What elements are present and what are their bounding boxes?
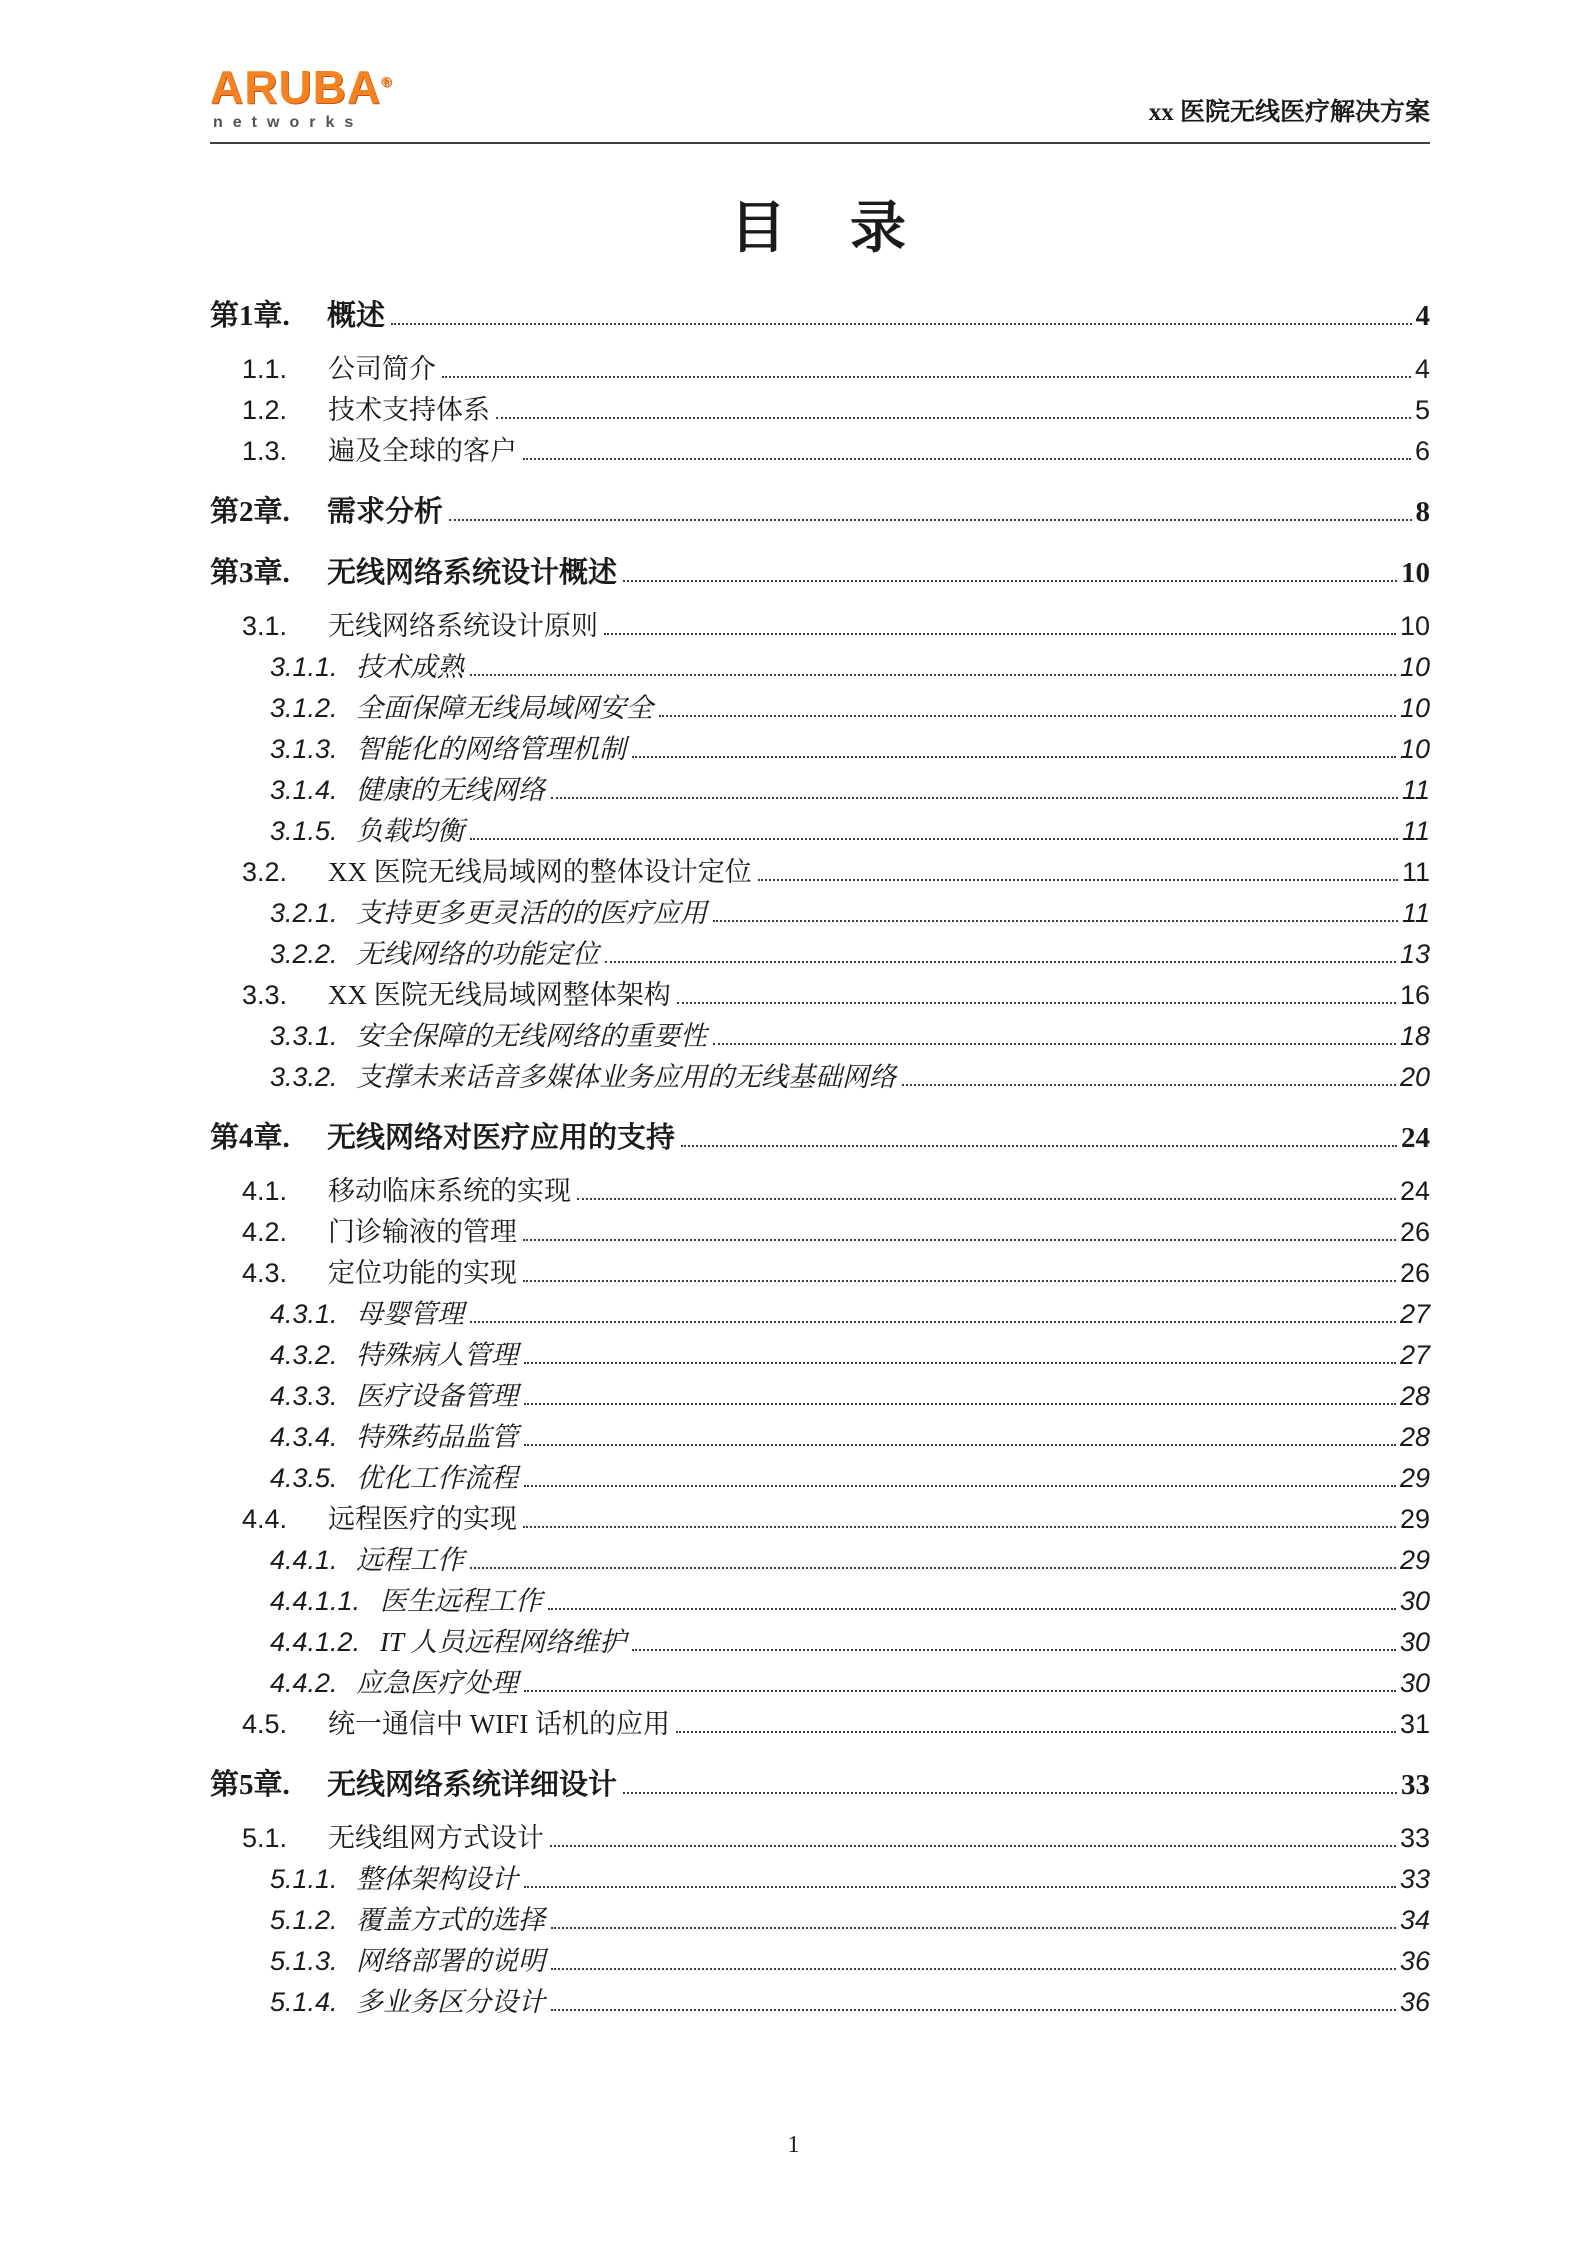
dot-leader: [470, 838, 1398, 840]
toc-entry-title: 无线网络的功能定位: [356, 939, 599, 969]
toc-entry[interactable]: [210, 934, 1430, 975]
dot-leader: [605, 961, 1396, 963]
dot-leader: [496, 417, 1411, 419]
header-doc-title: xx 医院无线医疗解决方案: [1148, 99, 1430, 126]
toc-entry-title: XX 医院无线局域网整体架构: [328, 980, 671, 1010]
toc-entry-page: 10: [1399, 734, 1430, 764]
toc-entry-number: 4.4.2.: [270, 1668, 338, 1698]
dot-leader: [523, 1526, 1396, 1528]
toc-entry-title: 特殊病人管理: [356, 1340, 518, 1370]
aruba-logo-wordmark: [210, 61, 393, 113]
dot-leader: [623, 1792, 1397, 1794]
toc-entry-title: 门诊输液的管理: [328, 1217, 517, 1247]
toc-entry-page: 29: [1399, 1545, 1430, 1575]
toc-entry[interactable]: [210, 1540, 1430, 1581]
dot-leader: [470, 1321, 1396, 1323]
toc-entry-title: 远程医疗的实现: [328, 1504, 517, 1534]
toc-entry-title: 母婴管理: [356, 1299, 464, 1329]
toc-entry-page: 28: [1399, 1422, 1430, 1452]
dot-leader: [677, 1002, 1396, 1004]
toc-entry[interactable]: [210, 811, 1430, 852]
toc-entry-title: 公司简介: [328, 354, 436, 384]
dot-leader: [523, 1280, 1396, 1282]
toc-entry[interactable]: [210, 349, 1430, 390]
toc-entry[interactable]: [210, 1171, 1430, 1212]
toc-entry-title: 全面保障无线局域网安全: [356, 693, 653, 723]
dot-leader: [758, 879, 1398, 881]
toc-entry[interactable]: [210, 1581, 1430, 1622]
toc-entry[interactable]: [210, 1118, 1430, 1159]
toc-entry-title: 无线网络系统详细设计: [327, 1769, 618, 1801]
toc-entry-title: 无线组网方式设计: [328, 1823, 544, 1853]
toc-entry-page: 6: [1414, 436, 1430, 466]
page-header: [210, 61, 1430, 144]
toc-entry-page: 33: [1399, 1823, 1430, 1853]
toc-entry-number: 第5章.: [210, 1769, 290, 1801]
dot-leader: [523, 1239, 1396, 1241]
toc-entry-number: 第3章.: [210, 557, 290, 589]
toc-entry-title: 支持更多更灵活的的医疗应用: [356, 898, 707, 928]
toc-entry[interactable]: [210, 296, 1430, 337]
dot-leader: [713, 1043, 1396, 1045]
toc-entry[interactable]: [210, 1622, 1430, 1663]
toc-entry[interactable]: [210, 1458, 1430, 1499]
registered-trademark-icon: ®: [381, 73, 393, 90]
dot-leader: [470, 674, 1396, 676]
toc-entry-page: 29: [1399, 1504, 1430, 1534]
toc-entry[interactable]: [210, 1765, 1430, 1806]
toc-entry[interactable]: [210, 1818, 1430, 1859]
toc-entry-number: 1.1.: [242, 354, 288, 384]
toc-entry-title: 无线网络系统设计概述: [327, 557, 618, 589]
toc-entry[interactable]: [210, 729, 1430, 770]
toc-entry[interactable]: [210, 606, 1430, 647]
toc-entry[interactable]: [210, 553, 1430, 594]
toc-entry-title: 支撑未来话音多媒体业务应用的无线基础网络: [356, 1062, 896, 1092]
dot-leader: [659, 715, 1396, 717]
toc-entry-number: 4.3.: [242, 1258, 288, 1288]
toc-entry-number: 4.4.: [242, 1504, 288, 1534]
toc-entry[interactable]: [210, 1859, 1430, 1900]
toc-entry[interactable]: [210, 688, 1430, 729]
toc-entry-number: 3.3.2.: [270, 1062, 338, 1092]
dot-leader: [524, 1362, 1396, 1364]
toc-entry-page: 10: [1401, 557, 1430, 589]
toc-entry-title: 无线网络系统设计原则: [328, 611, 598, 641]
toc-entry-page: 8: [1415, 496, 1430, 528]
toc-entry-title: 统一通信中 WIFI 话机的应用: [328, 1709, 670, 1739]
dot-leader: [632, 1649, 1396, 1651]
toc-entry-number: 3.1.2.: [270, 693, 338, 723]
toc-entry-number: 4.4.1.: [270, 1545, 338, 1575]
toc-entry-title: 远程工作: [356, 1545, 464, 1575]
toc-entry-number: 5.1.2.: [270, 1905, 338, 1935]
toc-entry[interactable]: [210, 1499, 1430, 1540]
dot-leader: [713, 920, 1398, 922]
toc-entry-number: 4.3.2.: [270, 1340, 338, 1370]
toc-entry-page: 30: [1399, 1627, 1430, 1657]
toc-entry-page: 24: [1401, 1122, 1430, 1154]
toc-entry-number: 5.1.3.: [270, 1946, 338, 1976]
toc-entry[interactable]: [210, 492, 1430, 533]
dot-leader: [524, 1444, 1396, 1446]
toc-entry-page: 10: [1399, 652, 1430, 682]
toc-entry-number: 4.3.1.: [270, 1299, 338, 1329]
toc-entry[interactable]: [210, 852, 1430, 893]
toc-list: [210, 296, 1430, 2023]
toc-entry-number: 4.3.5.: [270, 1463, 338, 1493]
toc-entry-page: 11: [1401, 775, 1430, 805]
toc-entry-number: 4.2.: [242, 1217, 288, 1247]
toc-entry-number: 3.2.1.: [270, 898, 338, 928]
footer-page-number: 1: [787, 2132, 800, 2158]
toc-entry-page: 34: [1399, 1905, 1430, 1935]
toc-entry-number: 3.1.5.: [270, 816, 338, 846]
dot-leader: [623, 580, 1397, 582]
toc-entry-number: 5.1.1.: [270, 1864, 338, 1894]
toc-entry[interactable]: [210, 1663, 1430, 1704]
dot-leader: [470, 1567, 1396, 1569]
toc-entry-page: 5: [1414, 395, 1430, 425]
toc-entry-title: XX 医院无线局域网的整体设计定位: [328, 857, 752, 887]
toc-entry-number: 3.1.1.: [270, 652, 338, 682]
toc-entry-title: 移动临床系统的实现: [328, 1176, 571, 1206]
toc-entry-number: 4.3.4.: [270, 1422, 338, 1452]
toc-entry-page: 30: [1399, 1668, 1430, 1698]
dot-leader: [551, 1968, 1396, 1970]
dot-leader: [902, 1084, 1396, 1086]
toc-entry-number: 第2章.: [210, 496, 290, 528]
toc-entry-page: 33: [1399, 1864, 1430, 1894]
toc-entry[interactable]: [210, 1016, 1430, 1057]
toc-entry-page: 26: [1399, 1217, 1430, 1247]
toc-entry-page: 4: [1414, 354, 1430, 384]
toc-entry-number: 4.4.1.1.: [270, 1586, 361, 1616]
toc-entry-number: 5.1.: [242, 1823, 288, 1853]
toc-entry-page: 13: [1399, 939, 1430, 969]
toc-entry-page: 16: [1399, 980, 1430, 1010]
toc-entry-title: 医疗设备管理: [356, 1381, 518, 1411]
toc-entry-page: 27: [1399, 1299, 1430, 1329]
toc-entry[interactable]: [210, 1212, 1430, 1253]
toc-entry-page: 11: [1401, 816, 1430, 846]
dot-leader: [551, 1927, 1396, 1929]
toc-entry[interactable]: [210, 1982, 1430, 2023]
toc-entry-page: 4: [1415, 300, 1430, 332]
toc-entry-number: 4.3.3.: [270, 1381, 338, 1411]
toc-entry-number: 4.5.: [242, 1709, 288, 1739]
toc-entry[interactable]: [210, 1294, 1430, 1335]
toc-entry-title: 安全保障的无线网络的重要性: [356, 1021, 707, 1051]
toc-entry-page: 28: [1399, 1381, 1430, 1411]
toc-entry-number: 3.1.: [242, 611, 288, 641]
dot-leader: [524, 1403, 1396, 1405]
toc-entry-number: 3.3.1.: [270, 1021, 338, 1051]
toc-entry-page: 11: [1401, 898, 1430, 928]
dot-leader: [449, 519, 1411, 521]
toc-entry-number: 4.4.1.2.: [270, 1627, 361, 1657]
toc-entry-title: 定位功能的实现: [328, 1258, 517, 1288]
dot-leader: [523, 458, 1411, 460]
toc-entry[interactable]: [210, 1057, 1430, 1098]
toc-entry-number: 1.2.: [242, 395, 288, 425]
toc-entry-title: 健康的无线网络: [356, 775, 545, 805]
toc-entry[interactable]: [210, 1900, 1430, 1941]
toc-entry-number: 3.1.3.: [270, 734, 338, 764]
toc-entry-title: 无线网络对医疗应用的支持: [327, 1122, 676, 1154]
toc-entry-number: 第4章.: [210, 1122, 290, 1154]
toc-entry-page: 26: [1399, 1258, 1430, 1288]
dot-leader: [632, 756, 1396, 758]
toc-entry-title: 技术支持体系: [328, 395, 490, 425]
toc-entry-title: IT 人员远程网络维护: [380, 1627, 627, 1657]
toc-entry-number: 3.1.4.: [270, 775, 338, 805]
toc-entry-title: 遍及全球的客户: [328, 436, 517, 466]
toc-entry[interactable]: [210, 975, 1430, 1016]
dot-leader: [681, 1145, 1397, 1147]
toc-entry[interactable]: [210, 647, 1430, 688]
toc-entry[interactable]: [210, 1335, 1430, 1376]
toc-entry-title: 智能化的网络管理机制: [356, 734, 626, 764]
toc-entry-title: 优化工作流程: [356, 1463, 518, 1493]
dot-leader: [391, 323, 1411, 325]
toc-title: 目 录: [730, 198, 910, 260]
toc-entry[interactable]: [210, 1417, 1430, 1458]
toc-entry-number: 3.2.: [242, 857, 288, 887]
toc-entry[interactable]: [210, 1376, 1430, 1417]
dot-leader: [524, 1886, 1396, 1888]
toc-entry[interactable]: [210, 1704, 1430, 1745]
toc-entry[interactable]: [210, 390, 1430, 431]
toc-entry-title: 负载均衡: [356, 816, 464, 846]
toc-entry-page: 30: [1399, 1586, 1430, 1616]
toc-entry[interactable]: [210, 1941, 1430, 1982]
dot-leader: [548, 1608, 1396, 1610]
aruba-logo: [210, 61, 393, 132]
aruba-logo-networks-text: networks: [213, 114, 364, 131]
toc-entry-page: 10: [1399, 693, 1430, 723]
toc-entry-title: 整体架构设计: [356, 1864, 518, 1894]
toc-entry-page: 33: [1401, 1769, 1430, 1801]
toc-entry-page: 36: [1399, 1946, 1430, 1976]
dot-leader: [604, 633, 1396, 635]
toc-entry-title: 多业务区分设计: [356, 1987, 545, 2017]
aruba-logo-text: ARUBA: [210, 61, 382, 113]
toc-entry-title: 需求分析: [327, 496, 444, 528]
toc-entry[interactable]: [210, 770, 1430, 811]
toc-entry-title: 覆盖方式的选择: [356, 1905, 545, 1935]
toc-entry-title: 技术成熟: [356, 652, 464, 682]
dot-leader: [550, 1845, 1396, 1847]
dot-leader: [577, 1198, 1396, 1200]
toc-entry-title: 特殊药品监管: [356, 1422, 518, 1452]
toc-entry-page: 20: [1399, 1062, 1430, 1092]
dot-leader: [551, 2009, 1396, 2011]
toc-entry-number: 3.2.2.: [270, 939, 338, 969]
toc-entry-page: 11: [1401, 857, 1430, 887]
toc-entry-page: 29: [1399, 1463, 1430, 1493]
toc-entry-title: 医生远程工作: [380, 1586, 542, 1616]
toc-entry-number: 3.3.: [242, 980, 288, 1010]
toc-entry[interactable]: [210, 1253, 1430, 1294]
toc-entry-number: 第1章.: [210, 300, 290, 332]
toc-entry-page: 31: [1399, 1709, 1430, 1739]
page-footer: [0, 2132, 1587, 2159]
toc-entry-page: 18: [1399, 1021, 1430, 1051]
toc-entry-number: 1.3.: [242, 436, 288, 466]
toc-entry-page: 24: [1399, 1176, 1430, 1206]
toc-entry[interactable]: [210, 431, 1430, 472]
toc-entry-page: 10: [1399, 611, 1430, 641]
toc-entry-page: 27: [1399, 1340, 1430, 1370]
toc-entry-title: 应急医疗处理: [356, 1668, 518, 1698]
toc-entry-title: 网络部署的说明: [356, 1946, 545, 1976]
dot-leader: [551, 797, 1398, 799]
dot-leader: [524, 1485, 1396, 1487]
toc-entry-number: 4.1.: [242, 1176, 288, 1206]
toc-entry[interactable]: [210, 893, 1430, 934]
dot-leader: [676, 1731, 1396, 1733]
toc-entry-number: 5.1.4.: [270, 1987, 338, 2017]
toc-entry-page: 36: [1399, 1987, 1430, 2017]
dot-leader: [524, 1690, 1396, 1692]
toc-entry-title: 概述: [327, 300, 386, 332]
dot-leader: [442, 376, 1411, 378]
